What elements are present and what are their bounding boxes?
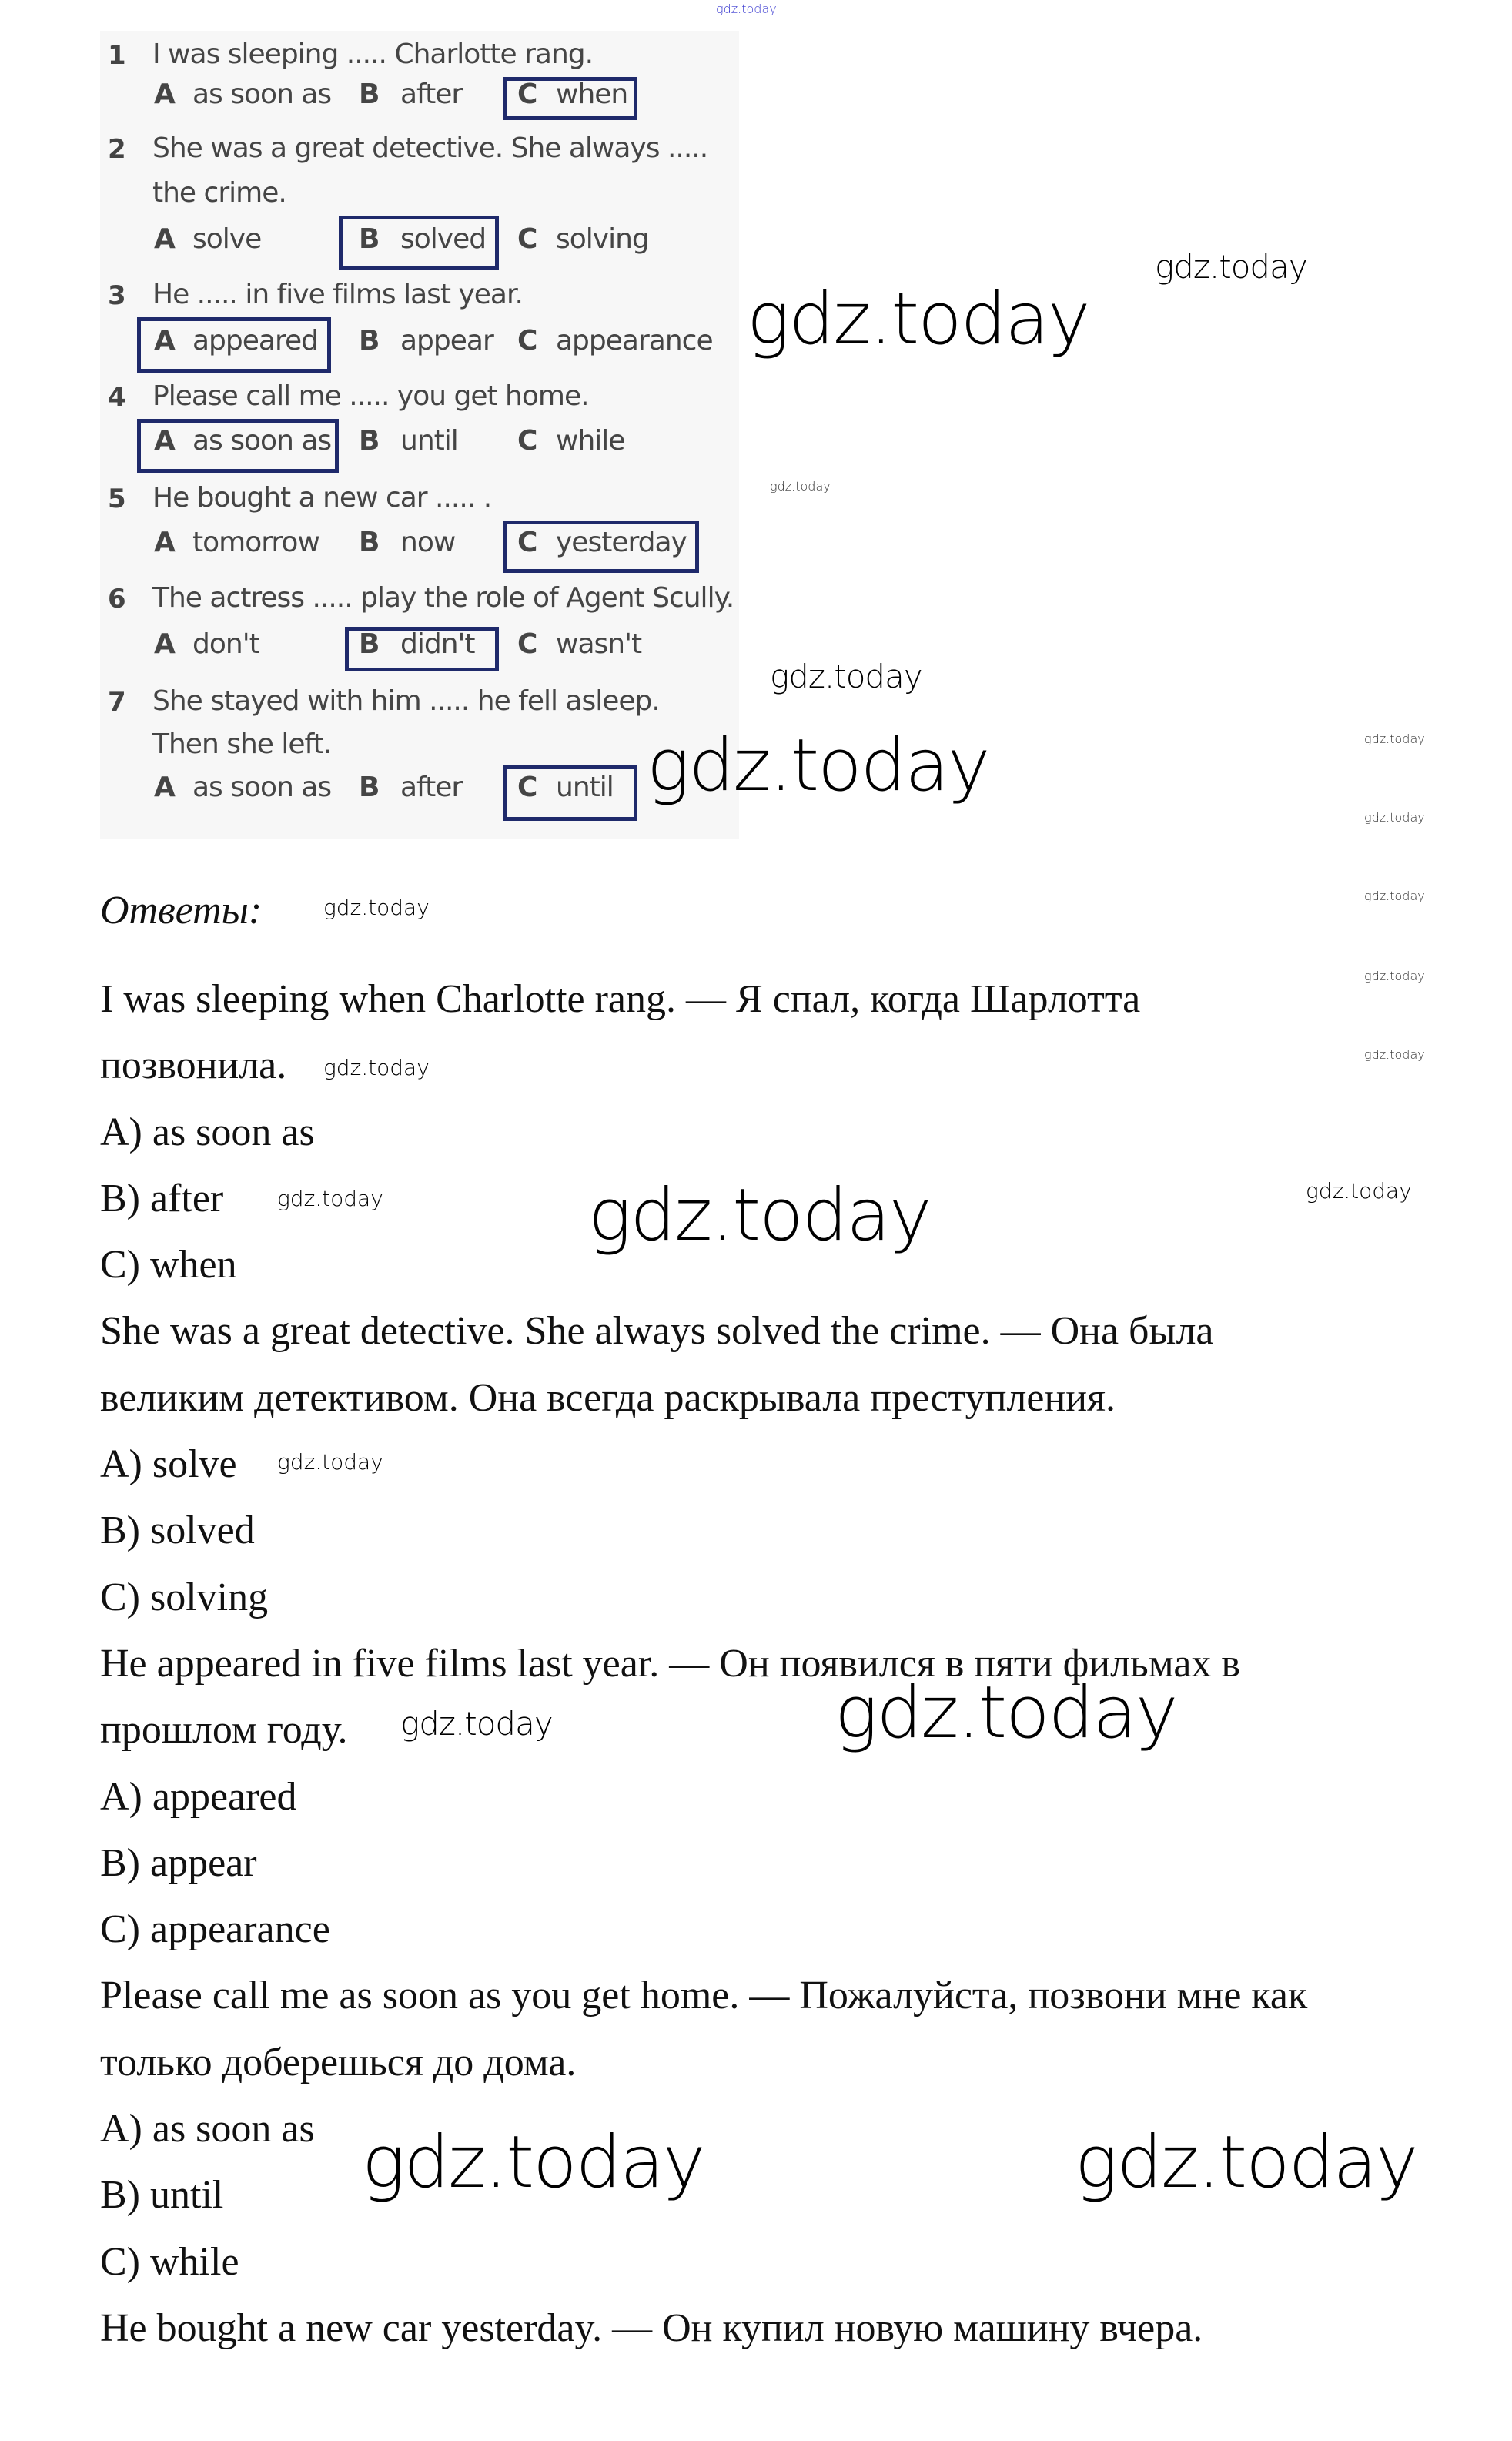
option-letter: A [154, 325, 175, 357]
question-number: 7 [108, 687, 126, 718]
watermark: gdz.today [323, 1055, 430, 1080]
answer-line: A) as soon as [100, 2107, 315, 2151]
option-letter: B [359, 628, 380, 660]
answer-line: C) while [100, 2239, 239, 2284]
option-text: while [556, 425, 625, 457]
option-letter: A [154, 79, 175, 110]
option-letter: C [517, 325, 537, 357]
question-text: the crime. [152, 177, 286, 209]
option-text: appearance [556, 325, 713, 357]
watermark: gdz.today [1364, 1047, 1425, 1062]
watermark: gdz.today [716, 2, 777, 16]
option-text: tomorrow [192, 527, 319, 558]
answers-heading: Ответы: [100, 889, 263, 933]
watermark: gdz.today [647, 724, 989, 808]
option-text: solved [400, 223, 487, 255]
option-letter: A [154, 425, 175, 457]
watermark: gdz.today [770, 658, 922, 695]
answer-line: B) solved [100, 1508, 255, 1553]
question-number: 4 [108, 382, 126, 413]
option-letter: B [359, 425, 380, 457]
watermark: gdz.today [323, 895, 430, 920]
option-text: until [556, 772, 614, 803]
watermark: gdz.today [1364, 810, 1425, 825]
option-text: as soon as [192, 425, 332, 457]
option-text: now [400, 527, 456, 558]
question-number: 1 [108, 40, 126, 71]
option-text: when [556, 79, 628, 110]
watermark: gdz.today [835, 1671, 1177, 1755]
option-letter: A [154, 772, 175, 803]
watermark: gdz.today [362, 2121, 704, 2205]
option-letter: C [517, 527, 537, 558]
answer-line: Please call me as soon as you get home. — Пожалуйста, позвони мне как [100, 1974, 1308, 2018]
answer-line: великим детективом. Она всегда раскрывала преступления. [100, 1375, 1116, 1420]
answer-line: B) after [100, 1176, 224, 1220]
option-letter: C [517, 79, 537, 110]
option-letter: A [154, 223, 175, 255]
answer-line: B) appear [100, 1840, 257, 1885]
watermark: gdz.today [1306, 1178, 1412, 1204]
watermark: gdz.today [1155, 248, 1307, 286]
answer-line: C) when [100, 1243, 237, 1287]
question-text: She was a great detective. She always ..... [152, 132, 708, 164]
option-text: didn't [400, 628, 475, 660]
option-text: don't [192, 628, 259, 660]
answer-line: He appeared in five films last year. — Он появился в пяти фильмах в [100, 1641, 1240, 1686]
option-letter: B [359, 527, 380, 558]
question-text: The actress ..... play the role of Agent Scully. [152, 582, 734, 614]
answer-line: только доберешься до дома. [100, 2040, 577, 2084]
option-letter: C [517, 223, 537, 255]
watermark: gdz.today [1364, 889, 1425, 903]
option-letter: A [154, 527, 175, 558]
watermark: gdz.today [770, 479, 831, 494]
answer-line: She was a great detective. She always solved the crime. — Она была [100, 1309, 1214, 1354]
answer-line: A) as soon as [100, 1110, 315, 1154]
answer-line: прошлом году. [100, 1708, 348, 1753]
watermark: gdz.today [1075, 2121, 1417, 2205]
option-text: as soon as [192, 772, 332, 803]
question-text: Then she left. [152, 728, 332, 760]
option-text: wasn't [556, 628, 642, 660]
option-letter: C [517, 772, 537, 803]
option-text: solving [556, 223, 649, 255]
answer-line: B) until [100, 2173, 224, 2218]
option-letter: B [359, 79, 380, 110]
watermark: gdz.today [1364, 969, 1425, 983]
question-number: 5 [108, 484, 126, 514]
option-text: yesterday [556, 527, 687, 558]
answer-line: He bought a new car yesterday. — Он купил новую машину вчера. [100, 2305, 1203, 2350]
question-number: 2 [108, 134, 126, 165]
option-letter: B [359, 223, 380, 255]
option-letter: A [154, 628, 175, 660]
watermark: gdz.today [588, 1174, 931, 1257]
question-text: I was sleeping ..... Charlotte rang. [152, 39, 594, 70]
question-number: 3 [108, 280, 126, 311]
option-letter: C [517, 628, 537, 660]
question-text: He ..... in five films last year. [152, 279, 523, 310]
answer-line: A) appeared [100, 1774, 297, 1819]
answer-line: C) solving [100, 1575, 269, 1619]
option-letter: C [517, 425, 537, 457]
answer-line: I was sleeping when Charlotte rang. — Я спал, когда Шарлотта [100, 977, 1141, 1021]
option-text: until [400, 425, 458, 457]
answer-line: C) appearance [100, 1907, 330, 1952]
question-number: 6 [108, 584, 126, 614]
question-text: He bought a new car ..... . [152, 482, 492, 514]
option-text: solve [192, 223, 262, 255]
option-text: after [400, 772, 463, 803]
option-letter: B [359, 772, 380, 803]
watermark: gdz.today [747, 277, 1089, 361]
watermark: gdz.today [1364, 732, 1425, 746]
watermark: gdz.today [277, 1186, 383, 1211]
option-text: after [400, 79, 463, 110]
option-text: appear [400, 325, 493, 357]
option-text: as soon as [192, 79, 332, 110]
watermark: gdz.today [277, 1449, 383, 1475]
answer-line: A) solve [100, 1442, 237, 1487]
option-text: appeared [192, 325, 318, 357]
answer-line: позвонила. [100, 1043, 287, 1088]
question-text: She stayed with him ..... he fell asleep. [152, 685, 660, 717]
question-text: Please call me ..... you get home. [152, 380, 589, 412]
watermark: gdz.today [400, 1705, 553, 1743]
option-letter: B [359, 325, 380, 357]
